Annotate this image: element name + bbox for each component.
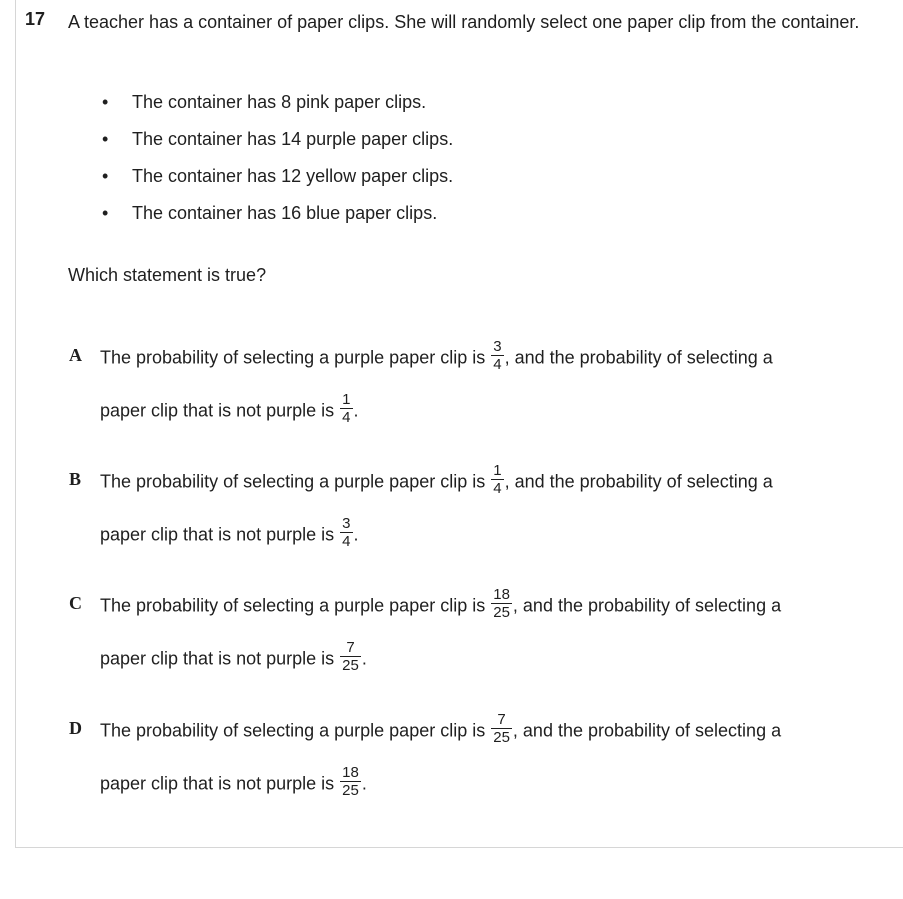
fraction [491,339,503,372]
fraction-numerator: 3 [493,338,502,355]
question-prompt: Which statement is true? [68,265,267,285]
option-text: The probability of selecting a purple paper clip is [100,471,486,492]
fraction-denominator: 4 [342,409,351,426]
bullet-icon: • [102,203,109,223]
option-text: . [361,648,367,669]
option-letter: C [69,593,82,613]
option-letter: D [69,718,82,738]
fraction-numerator: 1 [342,391,351,408]
question-number: 17 [25,9,46,29]
fraction-denominator: 25 [493,604,510,621]
option-text: paper clip that is not purple is [100,400,335,421]
option-text: , and the probability of selecting a [504,347,773,368]
fraction [340,640,361,673]
fraction-denominator: 25 [342,782,359,799]
option-text: . [361,773,367,794]
list-item-text: The container has 12 yellow paper clips. [132,166,454,186]
list-item [102,89,453,126]
option-text: paper clip that is not purple is [100,524,335,545]
list-item [102,163,453,200]
fraction-numerator: 1 [493,462,502,479]
option-text: . [353,400,359,421]
fraction-numerator: 7 [491,712,512,729]
option-letter: B [69,469,82,489]
option-text: . [353,524,359,545]
option-line-1 [100,462,773,499]
fraction-numerator: 18 [493,586,510,603]
option-text: , and the probability of selecting a [512,720,782,741]
fraction-denominator: 4 [493,480,502,497]
option-text: paper clip that is not purple is [100,773,335,794]
option-line-2 [100,515,359,552]
option-line-2 [100,639,367,676]
list-item-text: The container has 14 purple paper clips. [132,129,454,149]
option-text: paper clip that is not purple is [100,648,335,669]
fraction [491,712,512,745]
option-line-2 [100,391,359,428]
fraction-denominator: 4 [493,356,502,373]
option-line-1 [100,586,782,623]
fraction-denominator: 4 [342,533,351,550]
option-text: The probability of selecting a purple paper clip is [100,347,486,368]
fraction [340,516,352,549]
option-letter: A [69,345,82,365]
bullet-icon: • [102,92,109,112]
option-text: , and the probability of selecting a [512,595,782,616]
option-text: , and the probability of selecting a [504,471,773,492]
fraction [491,463,503,496]
question-stem: A teacher has a container of paper clips. She will randomly select one paper clip from the container. [68,12,860,32]
option-line-1 [100,338,773,375]
list-item [102,126,453,163]
fraction-numerator: 18 [342,764,359,781]
bullet-icon: • [102,166,109,186]
option-text: The probability of selecting a purple paper clip is [100,595,486,616]
fraction-denominator: 25 [342,657,359,674]
fraction [491,587,512,620]
bullet-icon: • [102,129,109,149]
fraction-denominator: 25 [493,729,510,746]
list-item-text: The container has 16 blue paper clips. [132,203,438,223]
fraction-numerator: 7 [340,640,361,657]
fraction [340,765,361,798]
fraction [340,392,352,425]
list-item-text: The container has 8 pink paper clips. [132,92,427,112]
fraction-numerator: 3 [342,515,351,532]
option-line-2 [100,764,367,801]
facts-list [102,89,453,237]
list-item [102,200,453,237]
option-text: The probability of selecting a purple paper clip is [100,720,486,741]
question-card [15,0,903,848]
option-line-1 [100,711,782,748]
